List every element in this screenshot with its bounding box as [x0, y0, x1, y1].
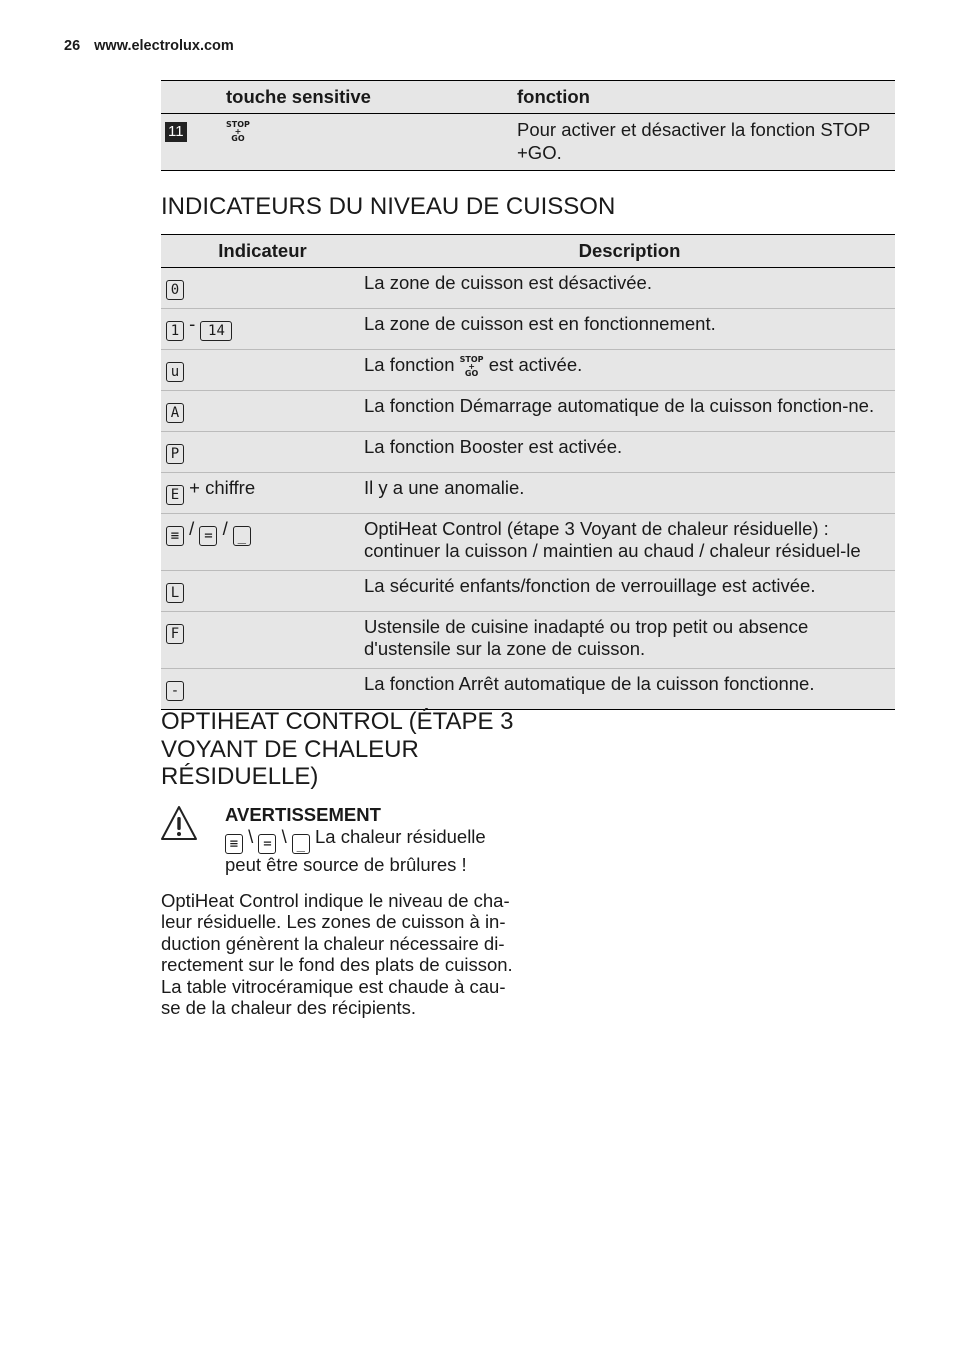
table-header-row: [161, 81, 895, 114]
table-header-row: [161, 235, 895, 268]
indicators-table: [161, 234, 895, 710]
col-indicateur: Indicateur: [161, 235, 364, 268]
display-one-bar-icon: _: [292, 834, 310, 854]
table-row: [161, 350, 895, 391]
display-one-bar-icon: _: [233, 526, 251, 546]
col-description: Description: [364, 235, 895, 268]
warning-triangle-icon: [160, 805, 198, 841]
table-row: [161, 571, 895, 612]
display-two-bars-icon: =: [199, 526, 217, 546]
table-row: 1 - 14 La zone de cuisson est en fonctionnement.: [161, 309, 895, 350]
warning-title: AVERTISSEMENT: [225, 804, 381, 825]
touch-controls-table: [161, 80, 895, 171]
row-description: La zone de cuisson est désactivée.: [364, 268, 895, 309]
row-description: La sécurité enfants/fonction de verrouillage est activée.: [364, 571, 895, 612]
table-row: [161, 268, 895, 309]
col-fonction: fonction: [517, 81, 895, 114]
row-description: La fonction Arrêt automatique de la cuisson fonctionne.: [364, 669, 895, 710]
display-14-icon: 14: [200, 321, 232, 341]
row-description: OptiHeat Control (étape 3 Voyant de chaleur résiduelle) : continuer la cuisson / maintien au chaud / chaleur résiduel-le: [364, 514, 895, 571]
display-u-icon: u: [166, 362, 184, 382]
display-f-icon: F: [166, 624, 184, 644]
table-row: [161, 114, 895, 171]
display-l-icon: L: [166, 583, 184, 603]
page-number: 26: [64, 38, 81, 54]
section-title-optiheat: OPTIHEAT CONTROL (ÉTAPE 3 VOYANT DE CHALEUR RÉSIDUELLE): [161, 708, 514, 790]
website-link[interactable]: www.electrolux.com: [94, 38, 234, 54]
display-1-icon: 1: [166, 321, 184, 341]
row-number-badge: 11: [165, 122, 187, 142]
table-row: ≡ / = / _ OptiHeat Control (étape 3 Voyant de chaleur résiduelle) : continuer la cuisson / maintien au chaud / chaleur résiduel-le: [161, 514, 895, 571]
table-row: [161, 432, 895, 473]
row-description: Il y a une anomalie.: [364, 473, 895, 514]
table-row: [161, 391, 895, 432]
row-description: Ustensile de cuisine inadapté ou trop petit ou absence d'ustensile sur la zone de cuisson.: [364, 612, 895, 669]
col-touche-sensitive: touche sensitive: [226, 81, 517, 114]
body-paragraph: OptiHeat Control indique le niveau de cha-leur résiduelle. Les zones de cuisson à in-duction génèrent la chaleur nécessaire di-rectement sur le fond des plats de cuisson. La table vitrocéramique est chaude à cau-se de la chaleur des récipients.: [161, 890, 513, 1019]
display-a-icon: A: [166, 403, 184, 423]
display-p-icon: P: [166, 444, 184, 464]
display-e-icon: E: [166, 485, 184, 505]
page-header: [64, 38, 234, 54]
table-row: [161, 612, 895, 669]
row-description: La fonction STOP + GO est activée.: [364, 350, 895, 391]
warning-block: [225, 804, 515, 876]
section-title-indicateurs: INDICATEURS DU NIVEAU DE CUISSON: [161, 193, 616, 220]
row-description: La fonction Booster est activée.: [364, 432, 895, 473]
row-description: La fonction Démarrage automatique de la cuisson fonction-ne.: [364, 391, 895, 432]
stop-go-icon: STOP + GO: [459, 354, 484, 378]
function-text: Pour activer et désactiver la fonction STOP +GO.: [517, 114, 895, 171]
display-two-bars-icon: =: [258, 834, 276, 854]
display-three-bars-icon: ≡: [225, 834, 243, 854]
table-row: E + chiffre Il y a une anomalie.: [161, 473, 895, 514]
table-row: [161, 669, 895, 710]
display-0-icon: 0: [166, 280, 184, 300]
warning-text: ≡ \ = \ _ La chaleur résiduelle peut être source de brûlures !: [225, 826, 486, 875]
stop-go-icon: STOP + GO: [226, 119, 250, 143]
row-description: La zone de cuisson est en fonctionnement.: [364, 309, 895, 350]
display-three-bars-icon: ≡: [166, 526, 184, 546]
display-dash-icon: -: [166, 681, 184, 701]
